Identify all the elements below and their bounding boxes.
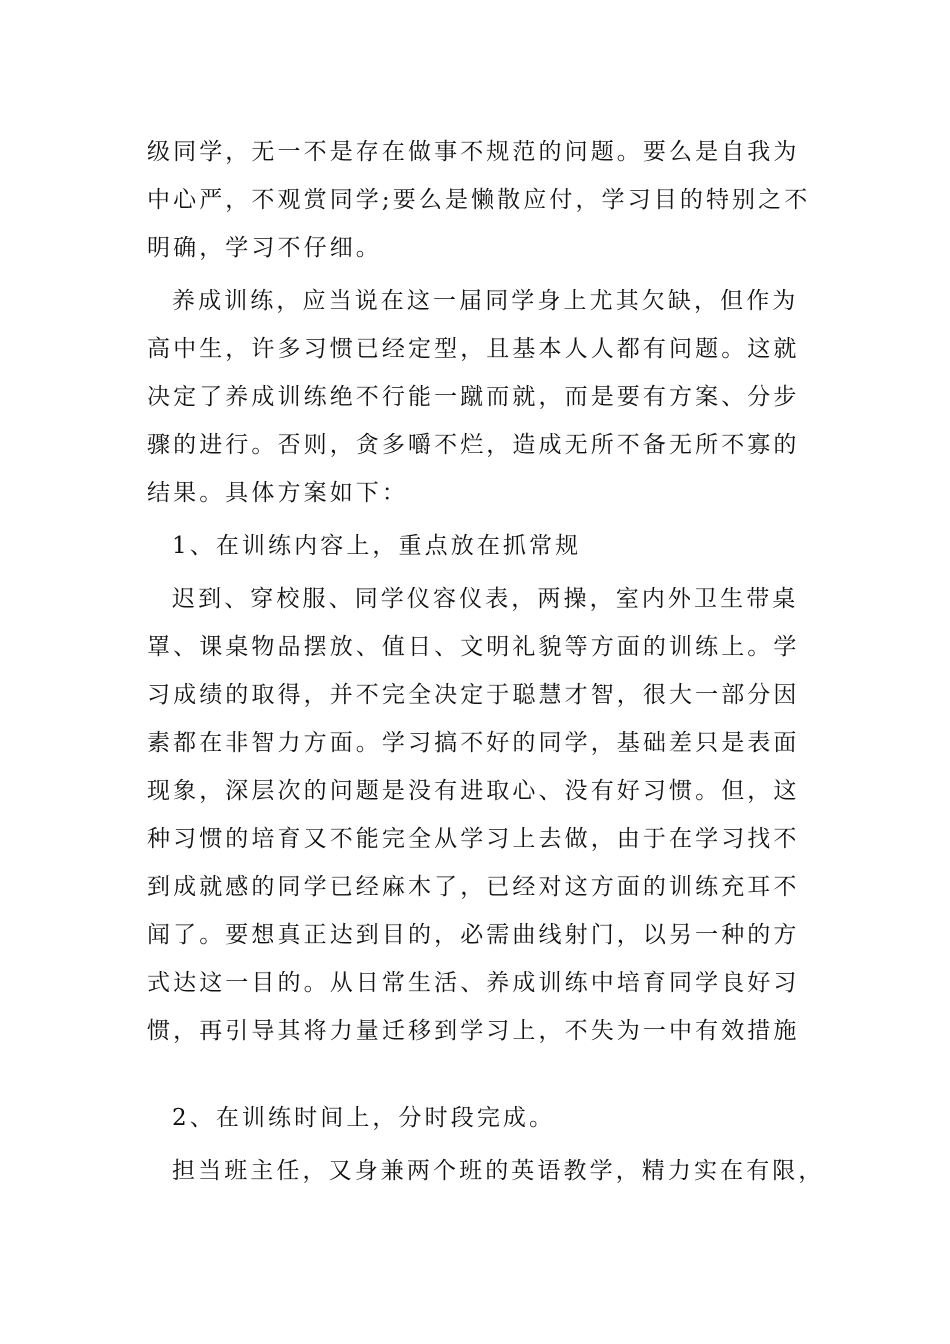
text-line: 习成绩的取得，并不完全决定于聪慧才智，很大一部分因: [147, 682, 800, 708]
text-line: 明确，学习不仔细。: [147, 235, 382, 261]
text-line: 决定了养成训练绝不行能一蹴而就，而是要有方案、分步: [147, 384, 800, 410]
text-line: 闻了。要想真正达到目的，必需曲线射门，以另一种的方: [147, 922, 800, 948]
text-line: 中心严，不观赏同学;要么是懒散应付，学习目的特别之不: [147, 187, 811, 213]
text-line: 种习惯的培育又不能完全从学习上去做，由于在学习找不: [147, 826, 800, 852]
text-line: 惯，再引导其将力量迁移到学习上，不失为一中有效措施: [147, 1018, 800, 1044]
text-line: 骤的进行。否则，贪多嚼不烂，造成无所不备无所不寡的: [147, 432, 800, 458]
paragraph-start-line: 迟到、穿校服、同学仪容仪表，两操，室内外卫生带桌: [172, 586, 799, 612]
text-line: 结果。具体方案如下：: [147, 480, 408, 506]
text-line: 现象，深层次的问题是没有进取心、没有好习惯。但，这: [147, 778, 800, 804]
section-heading-1: 1、在训练内容上，重点放在抓常规: [172, 533, 582, 559]
section-heading-2: 2、在训练时间上，分时段完成。: [172, 1105, 556, 1131]
text-line: 罩、课桌物品摆放、值日、文明礼貌等方面的训练上。学: [147, 634, 800, 660]
paragraph-start-line: 担当班主任，又身兼两个班的英语教学，精力实在有限，: [172, 1158, 825, 1184]
text-line: 级同学，无一不是存在做事不规范的问题。要么是自我为: [147, 139, 800, 165]
paragraph-start-line: 养成训练，应当说在这一届同学身上尤其欠缺，但作为: [172, 288, 799, 314]
text-line: 高中生，许多习惯已经定型，且基本人人都有问题。这就: [147, 336, 800, 362]
text-line: 到成就感的同学已经麻木了，已经对这方面的训练充耳不: [147, 874, 800, 900]
text-line: 式达这一目的。从日常生活、养成训练中培育同学良好习: [147, 970, 800, 996]
text-line: 素都在非智力方面。学习搞不好的同学，基础差只是表面: [147, 730, 800, 756]
